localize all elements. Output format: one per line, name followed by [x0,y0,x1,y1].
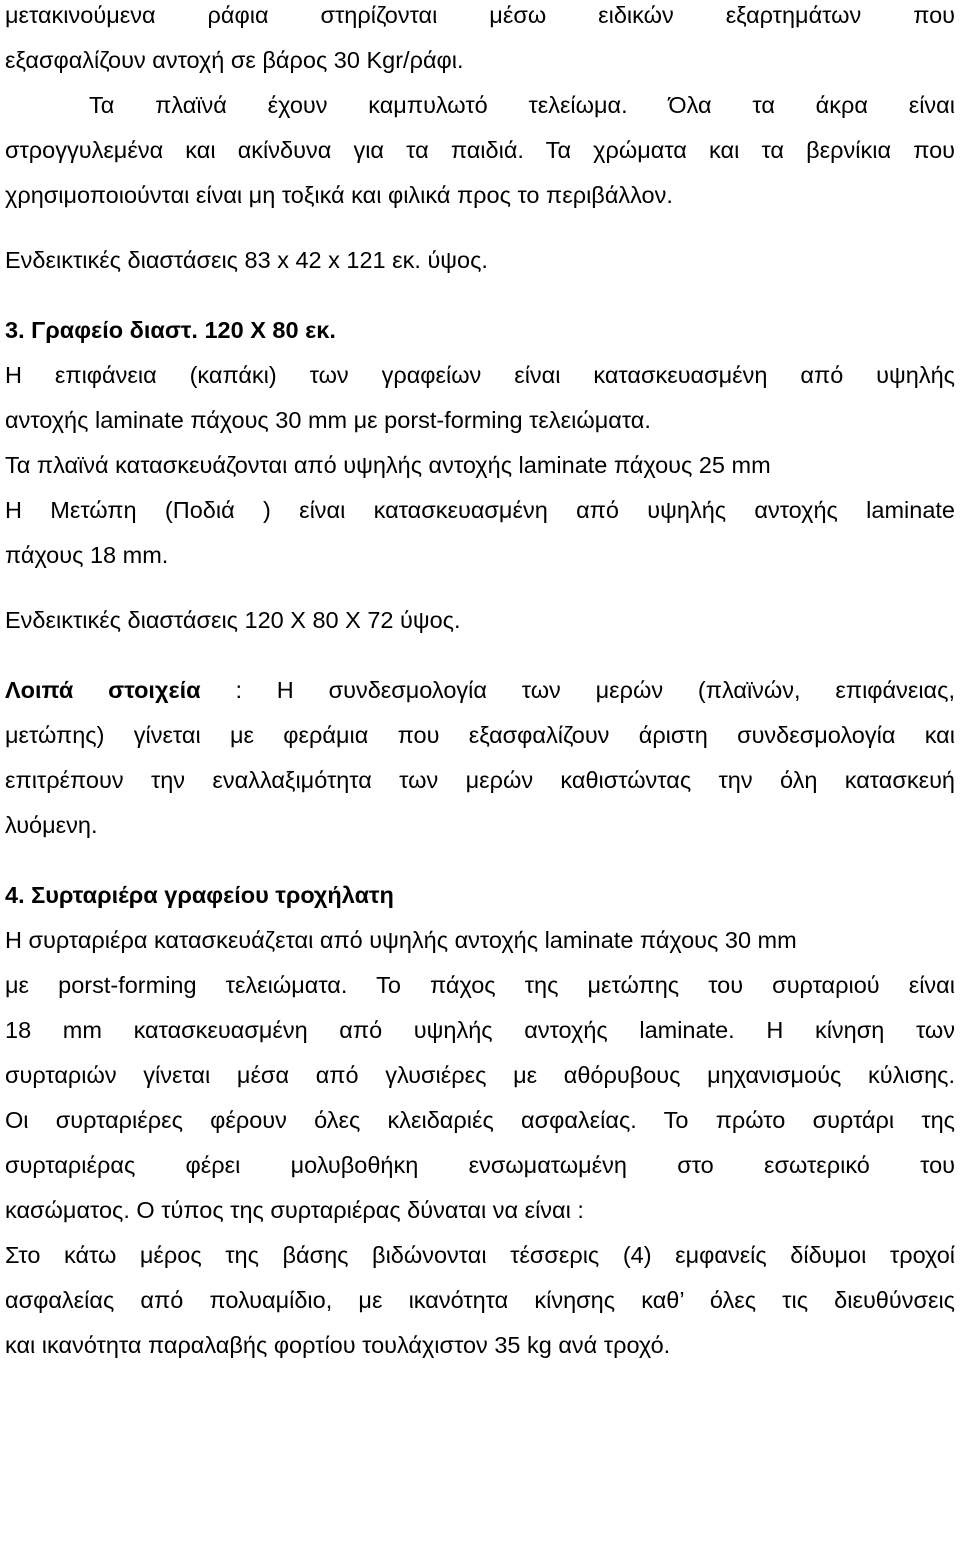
text-line: λυόμενη. [5,812,98,838]
text-line: Η επιφάνεια (καπάκι) των γραφείων είναι κατασκευασμένη από υψηλής [5,362,955,388]
text-line: εξασφαλίζουν αντοχή σε βάρος 30 Kgr/ράφι. [5,47,464,73]
document-body [5,0,955,1375]
text-line: κασώματος. Ο τύπος της συρταριέρας δύναται να είναι : [5,1197,584,1223]
text-line: με porst-forming τελειώματα. Το πάχος της μετώπης του συρταριού είναι [5,972,955,998]
dimensions-text: Ενδεικτικές διαστάσεις 120 Χ 80 Χ 72 ύψος. [5,607,461,633]
text-line: Η συρταριέρα κατασκευάζεται από υψηλής αντοχής laminate πάχους 30 mm [5,927,797,953]
text-line: 18 mm κατασκευασμένη από υψηλής αντοχής laminate. Η κίνηση των [5,1017,955,1043]
section-4-heading: 4. Συρταριέρα γραφείου τροχήλατη [5,882,394,908]
text-line: Στο κάτω μέρος της βάσης βιδώνονται τέσσερις (4) εμφανείς δίδυμοι τροχοί [5,1242,955,1268]
text-line: επιτρέπουν την εναλλαξιμότητα των μερών καθιστώντας την όλη κατασκευή [5,767,955,793]
text-line: Η Μετώπη (Ποδιά ) είναι κατασκευασμένη από υψηλής αντοχής laminate [5,497,955,523]
text-line: πάχους 18 mm. [5,542,169,568]
section-heading [5,315,955,360]
text-line: Τα πλαϊνά κατασκευάζονται από υψηλής αντοχής laminate πάχους 25 mm [5,452,771,478]
dimensions-text: Ενδεικτικές διαστάσεις 83 x 42 x 121 εκ. ύψος. [5,247,488,273]
text-line: αντοχής laminate πάχους 30 mm με porst-forming τελειώματα. [5,407,651,433]
text-line: Οι συρταριέρες φέρουν όλες κλειδαριές ασφαλείας. Το πρώτο συρτάρι της [5,1107,955,1133]
text-line: χρησιμοποιούνται είναι μη τοξικά και φιλικά προς το περιβάλλον. [5,182,673,208]
misc-line-rest: : Η συνδεσμολογία των μερών (πλαϊνών, επιφάνειας, [200,677,955,703]
text-line: Τα πλαϊνά έχουν καμπυλωτό τελείωμα. Όλα τα άκρα είναι [89,92,955,118]
text-line: συρταριών γίνεται μέσα από γλυσιέρες με αθόρυβους μηχανισμούς κύλισης. [5,1062,955,1088]
text-line: συρταριέρας φέρει μολυβοθήκη ενσωματωμένη στο εσωτερικό του [5,1152,955,1178]
text-line [5,675,955,720]
text-line: ασφαλείας από πολυαμίδιο, με ικανότητα κίνησης καθ’ όλες τις διευθύνσεις [5,1287,955,1313]
section-3-heading: 3. Γραφείο διαστ. 120 Χ 80 εκ. [5,317,336,343]
misc-label: Λοιπά στοιχεία [5,677,201,703]
text-line: μετώπης) γίνεται με φεράμια που εξασφαλίζουν άριστη συνδεσμολογία και [5,722,955,748]
text-line: και ικανότητα παραλαβής φορτίου τουλάχιστον 35 kg ανά τροχό. [5,1332,671,1358]
text-line: μετακινούμενα ράφια στηρίζονται μέσω ειδικών εξαρτημάτων που [5,2,955,28]
section-heading [5,880,955,925]
text-line: στρογγυλεμένα και ακίνδυνα για τα παιδιά. Τα χρώματα και τα βερνίκια που [5,137,955,163]
